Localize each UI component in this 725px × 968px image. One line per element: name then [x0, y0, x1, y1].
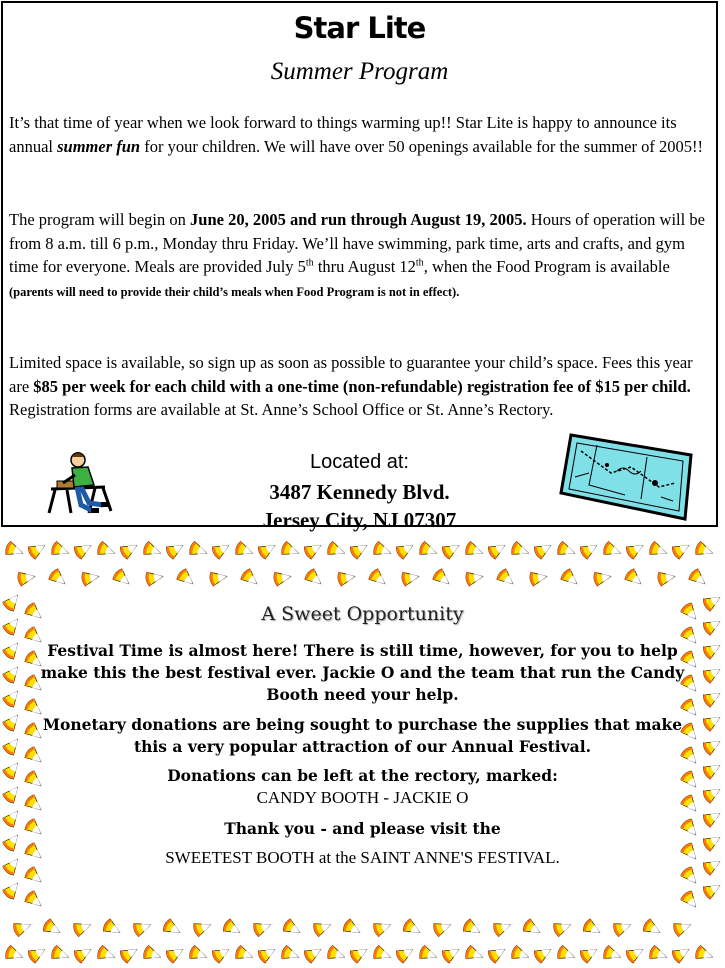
- ordinal-suffix: th: [415, 257, 424, 269]
- candy-corn-icon: [418, 945, 439, 964]
- candy-corn-icon: [175, 567, 197, 589]
- candy-corn-icon: [431, 567, 453, 589]
- candy-corn-icon: [625, 943, 647, 964]
- candy-corn-icon: [142, 541, 163, 560]
- candy-corn-icon: [642, 918, 664, 939]
- notice-thank-you: Thank you - and please visit the: [224, 819, 501, 838]
- candy-corn-icon: [579, 943, 601, 964]
- meals-text: thru August 12: [313, 257, 416, 276]
- candy-corn-icon: [372, 945, 393, 964]
- candy-corn-icon: [679, 889, 701, 911]
- candy-corn-icon: [280, 945, 301, 964]
- food-program-text: , when the Food Program is available: [423, 257, 670, 276]
- candy-corn-icon: [702, 831, 724, 852]
- candy-corn-icon: [142, 945, 163, 964]
- candy-corn-icon: [1, 663, 23, 685]
- candy-corn-icon: [552, 918, 573, 937]
- registration-text: Registration forms are available at St. Anne’s School Office or St. Anne’s Rectory.: [9, 400, 554, 419]
- candy-corn-icon: [441, 943, 463, 964]
- candy-corn-icon: [579, 539, 601, 560]
- candy-corn-icon: [694, 945, 715, 964]
- candy-corn-icon: [17, 570, 36, 587]
- fees-paragraph: [9, 351, 711, 422]
- candy-corn-icon: [522, 918, 544, 939]
- candy-corn-icon: [50, 945, 71, 964]
- candy-corn-icon: [510, 945, 531, 964]
- candy-corn-icon: [702, 879, 724, 900]
- candy-corn-icon: [702, 639, 724, 660]
- candy-corn-icon: [239, 567, 261, 589]
- ordinal-suffix: th: [305, 257, 314, 269]
- candy-corn-icon: [81, 570, 100, 587]
- flyer-subtitle: Summer Program: [270, 58, 449, 85]
- candy-corn-icon: [145, 570, 164, 587]
- flyer-title: Star Lite: [293, 11, 426, 45]
- candy-corn-icon: [273, 570, 292, 587]
- candy-corn-icon: [326, 945, 347, 964]
- candy-corn-icon: [602, 945, 623, 964]
- candy-corn-icon: [102, 918, 124, 939]
- candy-corn-icon: [72, 918, 93, 937]
- candy-corn-icon: [119, 539, 141, 560]
- candy-corn-icon: [222, 918, 244, 939]
- candy-corn-icon: [702, 783, 724, 804]
- candy-corn-icon: [464, 541, 485, 560]
- candy-corn-icon: [556, 541, 577, 560]
- candy-corn-icon: [648, 541, 669, 560]
- candy-corn-icon: [73, 539, 95, 560]
- candy-corn-icon: [1, 735, 23, 757]
- candy-corn-icon: [73, 943, 95, 964]
- candy-corn-icon: [326, 541, 347, 560]
- candy-corn-icon: [111, 567, 133, 589]
- sweetest-booth-text: SWEETEST BOOTH at the SAINT ANNE'S FESTIVAL.: [165, 848, 560, 867]
- candy-corn-icon: [533, 539, 555, 560]
- candy-corn-icon: [312, 918, 333, 937]
- candy-corn-icon: [441, 539, 463, 560]
- candy-corn-icon: [582, 918, 604, 939]
- candy-corn-icon: [1, 687, 23, 709]
- candy-corn-icon: [612, 918, 633, 937]
- fees-text: $85 per week for each child with a one-time (non-refundable) registration fee of $15 per child.: [33, 376, 691, 396]
- candy-corn-icon: [211, 943, 233, 964]
- candy-corn-icon: [234, 541, 255, 560]
- rectory-instructions: Donations can be left at the rectory, marked:: [167, 766, 558, 785]
- candy-corn-icon: [165, 539, 187, 560]
- candy-corn-icon: [657, 570, 676, 587]
- candy-corn-icon: [257, 943, 279, 964]
- candy-corn-icon: [495, 567, 517, 589]
- candy-corn-icon: [303, 567, 325, 589]
- notice-title: A Sweet Opportunity: [261, 603, 464, 625]
- notice-paragraph-festival: Festival Time is almost here! There is still time, however, for you to help make this the best festival ever. Jackie O and the team that run the Candy Booth need your help.: [40, 641, 685, 704]
- candy-corn-icon: [625, 539, 647, 560]
- candy-corn-icon: [556, 945, 577, 964]
- candy-corn-icon: [257, 539, 279, 560]
- candy-corn-icon: [96, 541, 117, 560]
- candy-corn-icon: [702, 687, 724, 708]
- candy-corn-icon: [372, 541, 393, 560]
- candy-corn-icon: [464, 945, 485, 964]
- candy-corn-icon: [559, 567, 581, 589]
- candy-corn-icon: [401, 570, 420, 587]
- candy-corn-icon: [1, 783, 23, 805]
- candy-corn-icon: [671, 539, 693, 560]
- candy-corn-icon: [372, 918, 393, 937]
- candy-corn-icon: [342, 918, 364, 939]
- map-clipart: [557, 431, 705, 521]
- candy-corn-icon: [1, 639, 23, 661]
- summer-fun-emphasis: summer fun: [57, 136, 141, 156]
- candy-corn-icon: [492, 918, 513, 937]
- candy-corn-icon: [1, 855, 23, 877]
- candy-corn-icon: [432, 918, 453, 937]
- food-program-note: (parents will need to provide their child’s meals when Food Program is not in effect).: [9, 284, 460, 299]
- candy-corn-icon: [487, 943, 509, 964]
- location-label: Located at:: [310, 451, 409, 473]
- schedule-paragraph: [9, 208, 711, 304]
- candy-corn-icon: [510, 541, 531, 560]
- candy-corn-icon: [702, 855, 724, 876]
- candy-booth-marking: CANDY BOOTH - JACKIE O: [256, 788, 469, 807]
- candy-corn-icon: [188, 945, 209, 964]
- candy-corn-icon: [47, 567, 69, 589]
- candy-corn-icon: [593, 570, 612, 587]
- candy-corn-icon: [12, 918, 33, 937]
- candy-corn-icon: [395, 943, 417, 964]
- candy-corn-icon: [165, 943, 187, 964]
- candy-corn-icon: [465, 570, 484, 587]
- candy-corn-icon: [337, 570, 356, 587]
- candy-corn-icon: [119, 943, 141, 964]
- candy-corn-icon: [42, 918, 64, 939]
- candy-corn-icon: [234, 945, 255, 964]
- candy-corn-icon: [672, 918, 693, 937]
- program-dates: June 20, 2005 and run through August 19, 2005.: [190, 210, 527, 229]
- candy-corn-icon: [162, 918, 184, 939]
- space-text: Limited space is available, so sign up as soon as possible to guarantee your child’s space. Fees this year are: [9, 353, 693, 396]
- candy-corn-icon: [462, 918, 484, 939]
- notice-paragraph-rectory: [40, 765, 685, 809]
- notice-paragraph-donations: Monetary donations are being sought to purchase the supplies that make this a very popular attraction of our Annual Festival.: [42, 715, 683, 756]
- candy-corn-icon: [1, 711, 23, 733]
- candy-corn-icon: [529, 570, 548, 587]
- candy-corn-icon: [623, 567, 645, 589]
- intro-text: It’s that time of year when we look forward to things warming up!! Star Lite is happy to announce its annual: [9, 113, 677, 156]
- candy-corn-icon: [402, 918, 424, 939]
- candy-corn-icon: [282, 918, 304, 939]
- candy-corn-icon: [50, 541, 71, 560]
- candy-corn-icon: [648, 945, 669, 964]
- candy-corn-icon: [418, 541, 439, 560]
- candy-corn-icon: [303, 943, 325, 964]
- candy-corn-icon: [1, 831, 23, 853]
- candy-corn-icon: [702, 711, 724, 732]
- candy-corn-icon: [303, 539, 325, 560]
- candy-corn-icon: [280, 541, 301, 560]
- candy-corn-icon: [702, 735, 724, 756]
- candy-corn-icon: [192, 918, 213, 937]
- candy-corn-icon: [702, 663, 724, 684]
- candy-corn-icon: [349, 539, 371, 560]
- candy-corn-icon: [533, 943, 555, 964]
- schedule-hours-text: Hours of operation will be from 8 a.m. till 6 p.m., Monday thru Friday. We’ll have swimming, park time, arts and crafts, and gym time for everyone. Meals are provided July 5: [9, 210, 705, 276]
- candy-corn-icon: [367, 567, 389, 589]
- candy-corn-icon: [96, 945, 117, 964]
- candy-corn-icon: [23, 889, 45, 911]
- candy-corn-icon: [487, 539, 509, 560]
- candy-corn-icon: [4, 541, 25, 560]
- address-street: 3487 Kennedy Blvd.: [269, 480, 450, 504]
- candy-corn-icon: [1, 879, 23, 901]
- candy-corn-icon: [671, 943, 693, 964]
- candy-corn-icon: [211, 539, 233, 560]
- candy-corn-icon: [694, 541, 715, 560]
- star-lite-flyer: [1, 1, 718, 532]
- candy-corn-icon: [702, 807, 724, 828]
- candy-corn-icon: [27, 943, 49, 964]
- candy-corn-icon: [602, 541, 623, 560]
- candy-corn-icon: [1, 759, 23, 781]
- candy-corn-icon: [209, 570, 228, 587]
- intro-paragraph: [9, 111, 711, 158]
- candy-corn-icon: [188, 541, 209, 560]
- candy-corn-icon: [1, 807, 23, 829]
- candy-corn-icon: [687, 567, 709, 589]
- intro-text-end: for your children. We will have over 50 openings available for the summer of 2005!!: [140, 136, 703, 156]
- candy-corn-icon: [4, 945, 25, 964]
- candy-corn-icon: [702, 759, 724, 780]
- candy-corn-icon: [27, 539, 49, 560]
- candy-corn-icon: [252, 918, 273, 937]
- candy-corn-icon: [132, 918, 153, 937]
- address-city: Jersey City, NJ 07307: [262, 508, 457, 532]
- candy-corn-icon: [395, 539, 417, 560]
- notice-sweetest-booth: [40, 847, 685, 869]
- candy-corn-icon: [349, 943, 371, 964]
- schedule-text: The program will begin on: [9, 210, 191, 229]
